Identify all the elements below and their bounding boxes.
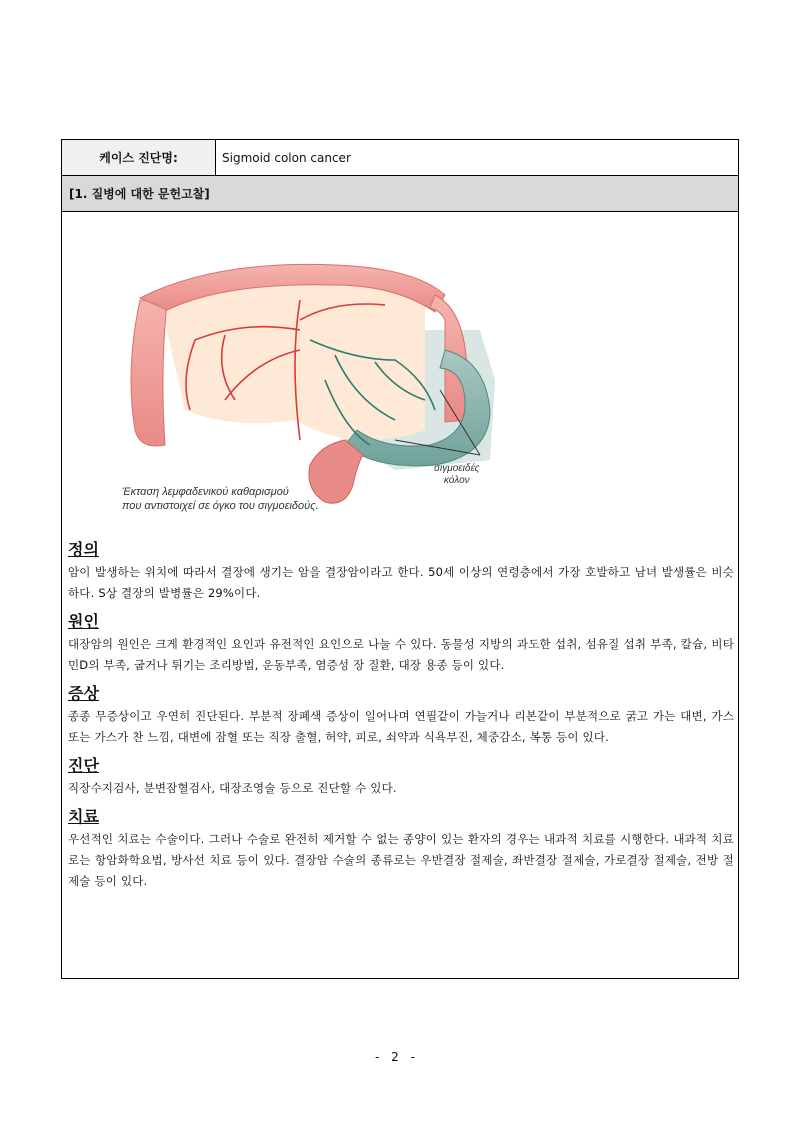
diagnosis-row — [62, 140, 738, 176]
cause-body: 대장암의 원인은 크게 환경적인 요인과 유전적인 요인으로 나눌 수 있다. 동물성 지방의 과도한 섭취, 섬유질 섭취 부족, 칼슘, 비타민D의 부족, 굽거나 튀기는 조리방법, 운동부족, 염증성 장 질환, 대장 용종 등이 있다. — [68, 637, 734, 672]
diagnosis-body: 직장수지검사, 분변잠혈검사, 대장조영술 등으로 진단할 수 있다. — [68, 781, 397, 795]
literature-review — [68, 540, 734, 900]
section-heading-bar: [1. 질병에 대한 문헌고찰] — [62, 176, 738, 212]
page-number: - 2 - — [375, 1050, 419, 1064]
treatment-title: 치료 — [68, 807, 99, 826]
caption-line1: Έκταση λεμφαδενικού καθαρισμού — [122, 486, 289, 498]
definition-body: 암이 발생하는 위치에 따라서 결장에 생기는 암을 결장암이라고 한다. 50세 이상의 연령층에서 가장 호발하고 남녀 발생률은 비슷하다. S상 결장의 발병률은 29%이다. — [68, 565, 734, 600]
cause-title: 원인 — [68, 612, 99, 631]
diagnosis-label: 케이스 진단명: — [62, 140, 216, 175]
sigmoid-label-line1: σιγμοειδές — [434, 463, 480, 474]
symptoms-body: 종종 무증상이고 우연히 진단된다. 부분적 장폐색 증상이 일어나며 연필같이 가늘거나 리본같이 부분적으로 굵고 가는 대변, 가스 또는 가스가 찬 느낌, 대변에 잠혈 또는 직장 출혈, 허약, 피로, 쇠약과 식욕부진, 체중감소, 복통 등이 있다. — [68, 709, 734, 744]
treatment-body: 우선적인 치료는 수술이다. 그러나 수술로 완전히 제거할 수 없는 종양이 있는 환자의 경우는 내과적 치료를 시행한다. 내과적 치료로는 항암화학요법, 방사선 치료 등이 있다. 결장암 수술의 종류로는 우반결장 절제술, 좌반결장 절제술, 가로결장 절제술, 전방 절제술 등이 있다. — [68, 832, 734, 888]
ascending-colon — [131, 300, 167, 446]
symptoms-title: 증상 — [68, 684, 99, 703]
sigmoid-label-line2: κόλον — [443, 475, 470, 486]
mesentery — [160, 282, 425, 440]
diagnosis-value: Sigmoid colon cancer — [222, 150, 351, 165]
diagnosis-title: 진단 — [68, 756, 99, 775]
sigmoid-label — [434, 463, 479, 487]
definition-title: 정의 — [68, 540, 99, 559]
caption-line2: που αντιστοιχεί σε όγκο του σιγμοειδούς. — [122, 500, 319, 512]
case-table — [61, 139, 739, 979]
figure-caption — [122, 485, 319, 513]
